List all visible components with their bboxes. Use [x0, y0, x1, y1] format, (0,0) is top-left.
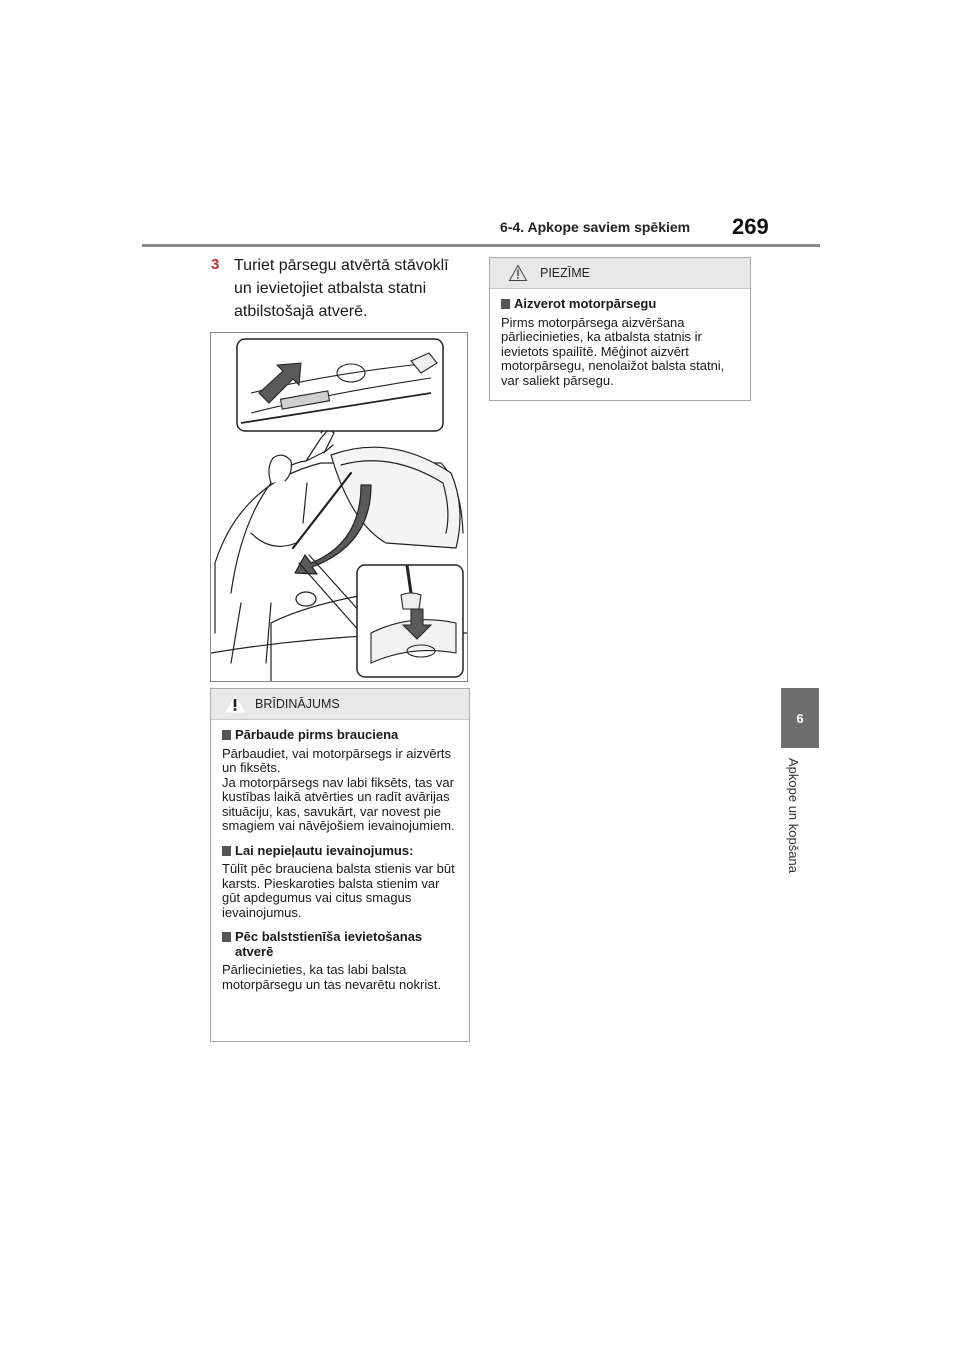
square-bullet-icon — [222, 730, 231, 740]
warning-body — [211, 720, 469, 1010]
square-bullet-icon — [501, 299, 510, 309]
step-number: 3 — [211, 256, 220, 273]
hood-support-drawing — [211, 333, 467, 681]
note-title: PIEZĪME — [540, 266, 591, 280]
step-text: Turiet pārsegu atvērtā stāvoklī un ievietojiet atbalsta statni atbilstošajā atverē. — [234, 257, 449, 320]
upper-detail-inset — [237, 339, 443, 431]
square-bullet-icon — [222, 932, 231, 942]
chapter-label: Apkope un kopšana — [786, 758, 801, 873]
lower-detail-inset — [357, 565, 463, 677]
note-item-text: Pirms motorpārsega aizvēršana pārliecinieties, ka atbalsta statnis ir ievietots spailītē. Mēģinot aizvērt motorpārsegu, nenolaižot balsta statni, var saliekt pārsegu. — [501, 314, 725, 388]
square-bullet-icon — [222, 846, 231, 856]
note-item-heading: Aizverot motorpārsegu — [501, 297, 740, 312]
warning-triangle-icon — [225, 695, 245, 713]
section-title: 6-4. Apkope saviem spēkiem — [500, 219, 691, 235]
warning-item-heading: Pārbaude pirms brauciena — [222, 728, 459, 743]
chapter-label-container — [786, 758, 814, 898]
warning-item-heading: Pēc balststienīša ievietošanas atverē — [222, 930, 459, 959]
caution-triangle-icon — [508, 264, 528, 282]
warning-item-text: Tūlīt pēc brauciena balsta stienis var būt karsts. Pieskaroties balsta stienim var gūt apdegumus vai citus smagus ievainojumus. — [222, 861, 455, 920]
page-number: 269 — [732, 214, 769, 239]
note-body — [490, 289, 750, 406]
chapter-number: 6 — [796, 710, 804, 726]
warning-header — [211, 689, 469, 720]
warning-item-text: Pārliecinieties, ka tas labi balsta motorpārsegu un tas nevarētu nokrist. — [222, 962, 441, 992]
note-header — [490, 258, 750, 289]
hood-support-illustration — [210, 332, 468, 682]
chapter-tab — [781, 688, 819, 748]
header-divider — [142, 244, 820, 247]
warning-item-heading: Lai nepieļautu ievainojumus: — [222, 844, 459, 859]
note-box — [489, 257, 751, 401]
warning-box — [210, 688, 470, 1042]
warning-item-text: Pārbaudiet, vai motorpārsegs ir aizvērts un fiksēts. Ja motorpārsegs nav labi fiksēts, tas var kustības laikā atvērties un radīt avārijas situāciju, kas, savukārt, var novest pie smagiem vai nāvējošiem ievainojumiem. — [222, 745, 455, 833]
warning-title: BRĪDINĀJUMS — [255, 697, 340, 711]
